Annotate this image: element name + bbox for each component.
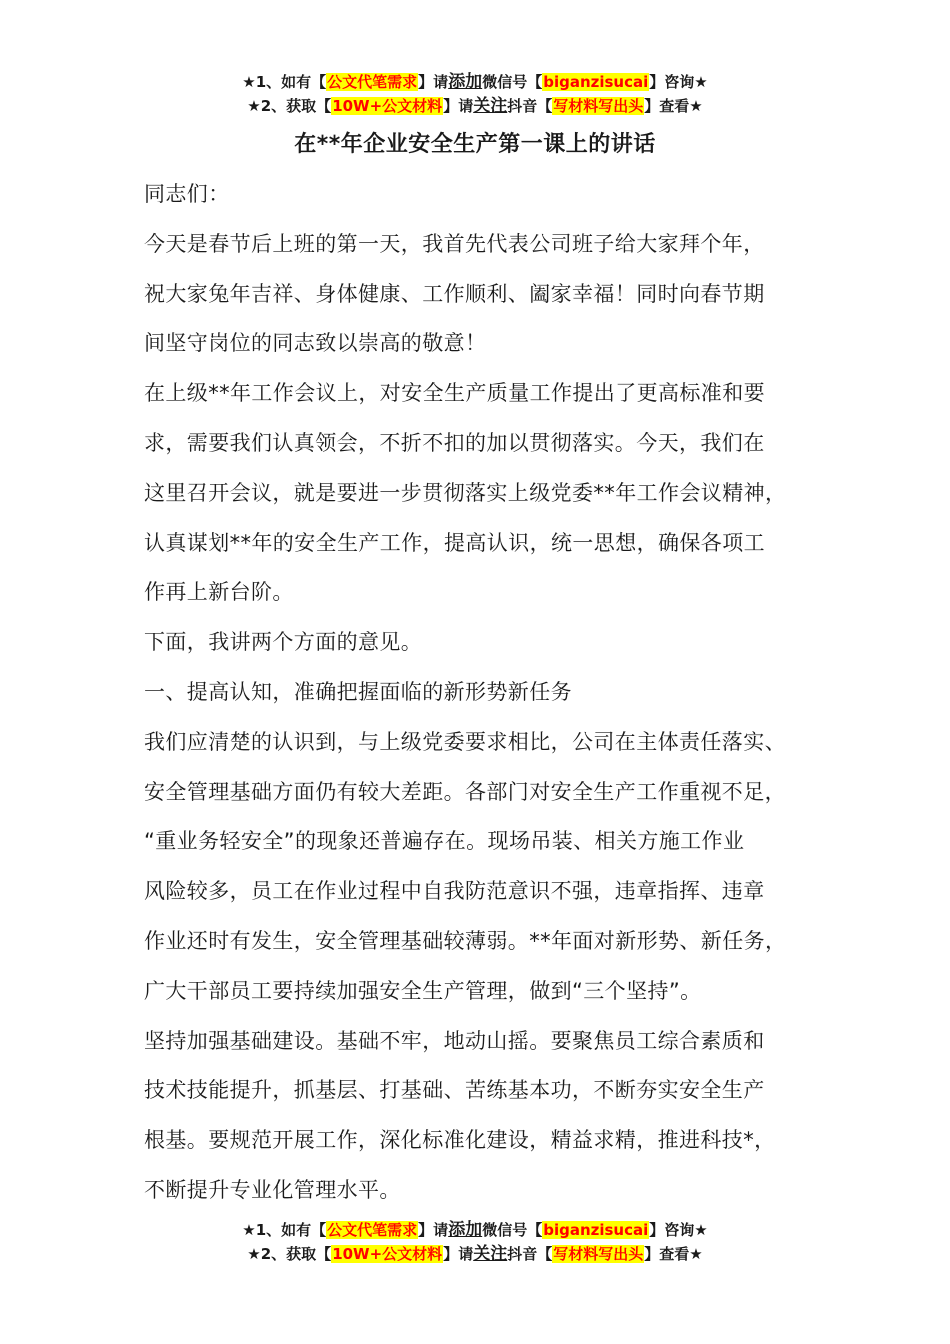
promo-text: ★1、如有【 [242,73,327,91]
promo-text: 】请 [418,73,449,91]
promo-underline: 关注 [473,1244,508,1264]
promo-underline: 关注 [473,96,508,116]
document-title: 在**年企业安全生产第一课上的讲话 [294,132,656,157]
header-promo-banner [0,70,950,118]
promo-highlight: 写材料写出头 [553,1245,644,1263]
promo-line-1 [0,70,950,94]
promo-text: ★2、获取【 [247,1245,332,1263]
promo-text: ★2、获取【 [247,97,332,115]
promo-text: 微信号【 [482,73,543,91]
promo-highlight: 公文代笔需求 [327,73,418,91]
paragraph: 我们应清楚的认识到，与上级党委要求相比，公司在主体责任落实、 安全管理基础方面仍有较大差距。各部门对安全生产工作重视不足， “重业务轻安全”的现象还普遍存在。现场吊装、相关方施工作业 风险较多，员工在作业过程中自我防范意识不强，违章指挥、违章 作业还时有发生，安全管理基础较薄弱。**年面对新形势、新任务， 广大干部员工要持续加强安全生产管理，做到“三个坚持”。 [144,729,787,1003]
promo-text: 】请 [443,1245,474,1263]
promo-text: 】请 [418,1221,449,1239]
promo-highlight: biganzisucai [543,73,649,91]
section-heading: 一、提高认知，准确把握面临的新形势新任务 [144,679,572,704]
paragraph: 坚持加强基础建设。基础不牢，地动山摇。要聚焦员工综合素质和 技术技能提升，抓基层、打基础、苦练基本功，不断夯实安全生产 根基。要规范开展工作，深化标准化建设，精益求精，推进科技*， 不断提升专业化管理水平。 [144,1028,776,1202]
promo-highlight: 10W+公文材料 [332,1245,443,1263]
promo-text: 抖音【 [507,97,553,115]
promo-line-2 [0,94,950,118]
promo-highlight: 公文代笔需求 [327,1221,418,1239]
promo-underline: 添加 [448,72,483,92]
paragraph: 今天是春节后上班的第一天，我首先代表公司班子给大家拜个年， 祝大家兔年吉祥、身体健康、工作顺利、阖家幸福！同时向春节期 间坚守岗位的同志致以崇高的敬意！ [144,231,765,356]
promo-text: 】查看★ [644,97,703,115]
promo-highlight: 写材料写出头 [553,97,644,115]
promo-highlight: biganzisucai [543,1221,649,1239]
promo-line-1 [0,1218,950,1242]
promo-line-2 [0,1242,950,1266]
document-body [144,170,834,1216]
promo-text: 】咨询★ [649,1221,708,1239]
promo-text: 微信号【 [482,1221,543,1239]
footer-promo-banner [0,1218,950,1266]
promo-text: ★1、如有【 [242,1221,327,1239]
promo-text: 】请 [443,97,474,115]
promo-text: 】咨询★ [649,73,708,91]
promo-text: 抖音【 [507,1245,553,1263]
promo-text: 】查看★ [644,1245,703,1263]
paragraph: 在上级**年工作会议上，对安全生产质量工作提出了更高标准和要 求，需要我们认真领会，不折不扣的加以贯彻落实。今天，我们在 这里召开会议，就是要进一步贯彻落实上级党委**年工作会议精神， 认真谋划**年的安全生产工作，提高认识，统一思想，确保各项工 作再上新台阶。 [144,381,787,605]
promo-underline: 添加 [448,1220,483,1240]
paragraph: 下面，我讲两个方面的意见。 [144,630,423,655]
salutation: 同志们： [144,182,230,206]
promo-highlight: 10W+公文材料 [332,97,443,115]
